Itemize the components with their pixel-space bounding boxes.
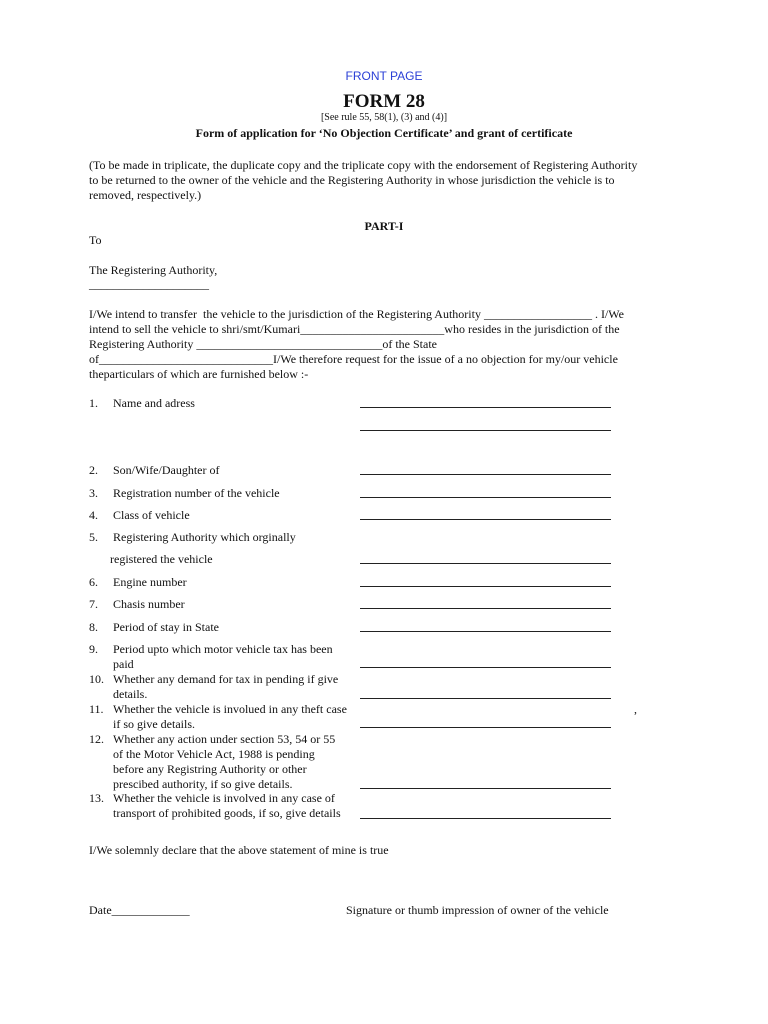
part-label: PART-I: [364, 219, 404, 233]
addressee-authority: The Registering Authority,: [89, 263, 218, 277]
item-4-label: Class of vehicle: [113, 508, 190, 522]
item-13-blank[interactable]: [360, 818, 611, 819]
item-13-label-line-2: transport of prohibited goods, if so, give details: [113, 806, 341, 820]
item-5-number: 5.: [89, 530, 98, 544]
item-1-blank-b[interactable]: [360, 430, 611, 431]
item-12-label-line-1: Whether any action under section 53, 54 or 55: [113, 732, 336, 746]
declaration: I/We solemnly declare that the above statement of mine is true: [89, 843, 389, 857]
item-9-blank[interactable]: [360, 667, 611, 668]
item-6-blank[interactable]: [360, 586, 611, 587]
item-8-number: 8.: [89, 620, 98, 634]
item-9-label-line-1: Period upto which motor vehicle tax has been: [113, 642, 333, 656]
statement-line-5: theparticulars of which are furnished below :-: [89, 367, 309, 381]
item-10-number: 10.: [89, 672, 104, 686]
stray-comma: ,: [634, 702, 637, 716]
signature-label: Signature or thumb impression of owner of the vehicle: [346, 903, 609, 917]
item-2-label: Son/Wife/Daughter of: [113, 463, 220, 477]
item-5-label-line-2: registered the vehicle: [110, 552, 213, 566]
form-subtitle: Form of application for ‘No Objection Certificate’ and grant of certificate: [195, 126, 573, 140]
statement-line-1: I/We intend to transfer the vehicle to the jurisdiction of the Registering Authority __________________ . I/We: [89, 307, 624, 321]
item-8-blank[interactable]: [360, 631, 611, 632]
front-page-label: FRONT PAGE: [345, 69, 423, 83]
item-13-label-line-1: Whether the vehicle is involved in any case of: [113, 791, 335, 805]
intro-line-2: to be returned to the owner of the vehicle and the Registering Authority in whose jurisdiction the vehicle is to: [89, 173, 615, 187]
item-10-label-line-1: Whether any demand for tax in pending if give: [113, 672, 339, 686]
item-7-number: 7.: [89, 597, 98, 611]
addressee-authority-blank[interactable]: ____________________: [89, 277, 209, 291]
item-5-label-line-1: Registering Authority which orginally: [113, 530, 296, 544]
statement-line-3: Registering Authority _______________________________of the State: [89, 337, 437, 351]
item-2-blank[interactable]: [360, 474, 611, 475]
form-number: FORM 28: [343, 91, 425, 112]
item-12-label-line-3: before any Registring Authority or other: [113, 762, 307, 776]
item-1-blank-a[interactable]: [360, 407, 611, 408]
item-1-number: 1.: [89, 396, 98, 410]
rule-reference: [See rule 55, 58(1), (3) and (4)]: [320, 112, 448, 123]
item-4-blank[interactable]: [360, 519, 611, 520]
item-1-label: Name and adress: [113, 396, 195, 410]
item-7-label: Chasis number: [113, 597, 185, 611]
intro-line-1: (To be made in triplicate, the duplicate copy and the triplicate copy with the endorsement of Registering Authority: [89, 158, 638, 172]
item-3-number: 3.: [89, 486, 98, 500]
item-9-number: 9.: [89, 642, 98, 656]
item-2-number: 2.: [89, 463, 98, 477]
item-11-label-line-2: if so give details.: [113, 717, 195, 731]
item-3-label: Registration number of the vehicle: [113, 486, 280, 500]
item-6-label: Engine number: [113, 575, 187, 589]
addressee-to: To: [89, 233, 102, 247]
item-11-number: 11.: [89, 702, 104, 716]
item-12-label-line-2: of the Motor Vehicle Act, 1988 is pending: [113, 747, 315, 761]
item-6-number: 6.: [89, 575, 98, 589]
item-7-blank[interactable]: [360, 608, 611, 609]
item-13-number: 13.: [89, 791, 104, 805]
statement-line-4: of_____________________________I/We therefore request for the issue of a no objection for my/our vehicle: [89, 352, 618, 366]
item-5-blank[interactable]: [360, 563, 611, 564]
item-9-label-line-2: paid: [113, 657, 134, 671]
item-11-label-line-1: Whether the vehicle is involued in any theft case: [113, 702, 347, 716]
item-11-blank[interactable]: [360, 727, 611, 728]
item-4-number: 4.: [89, 508, 98, 522]
item-12-number: 12.: [89, 732, 104, 746]
item-3-blank[interactable]: [360, 497, 611, 498]
item-12-label-line-4: prescibed authority, if so give details.: [113, 777, 293, 791]
item-8-label: Period of stay in State: [113, 620, 219, 634]
intro-line-3: removed, respectively.): [89, 188, 202, 202]
item-12-blank[interactable]: [360, 788, 611, 789]
item-10-label-line-2: details.: [113, 687, 148, 701]
date-field[interactable]: Date_____________: [89, 903, 190, 917]
item-10-blank[interactable]: [360, 698, 611, 699]
statement-line-2: intend to sell the vehicle to shri/smt/Kumari________________________who resides in the jurisdiction of the: [89, 322, 620, 336]
